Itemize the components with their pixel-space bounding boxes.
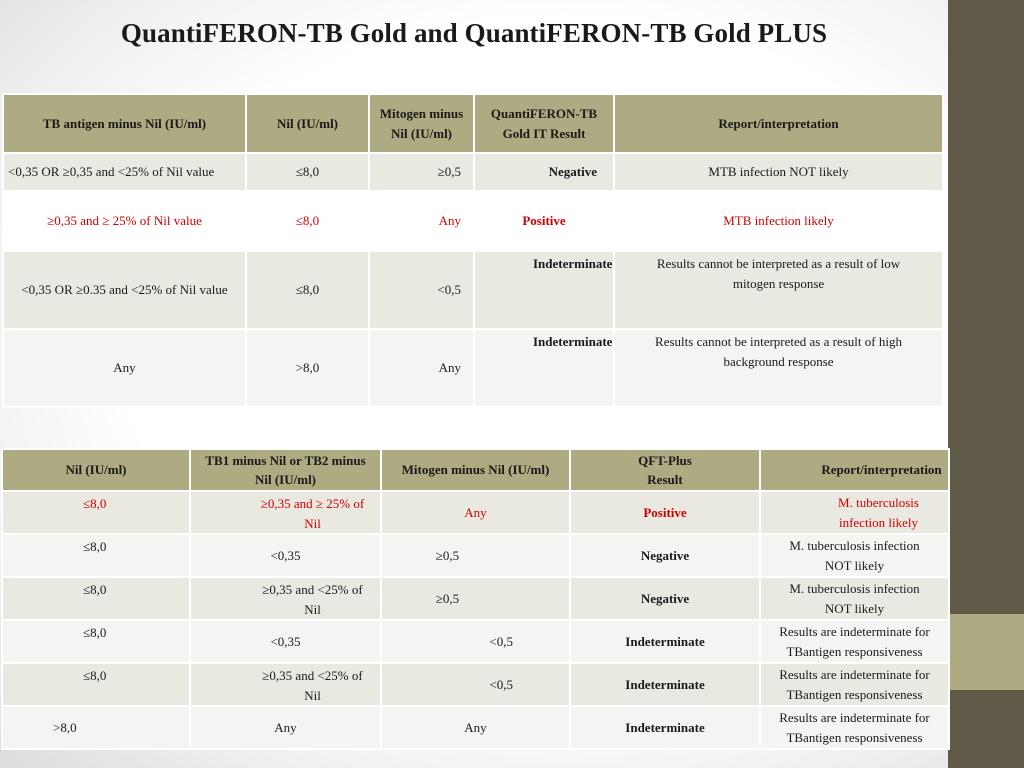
table-row	[2, 663, 949, 706]
table-cell: M. tuberculosis infection NOT likely	[760, 577, 949, 620]
column-header: Nil (IU/ml)	[246, 94, 369, 153]
table-cell: ≤8,0	[246, 251, 369, 329]
table-cell: <0,35	[190, 620, 381, 663]
table-cell: Negative	[570, 577, 760, 620]
table-cell: Any	[381, 491, 570, 534]
table-cell: Results are indeterminate for TBantigen responsiveness	[760, 663, 949, 706]
table-row	[2, 534, 949, 577]
table-cell: Negative	[570, 534, 760, 577]
table-cell: Indeterminate	[474, 329, 614, 407]
table-cell: MTB infection likely	[614, 191, 943, 251]
table-cell: ≥0,35 and ≥ 25% of Nil value	[3, 191, 246, 251]
slide-title: QuantiFERON-TB Gold and QuantiFERON-TB Gold PLUS	[120, 18, 828, 48]
table-cell: <0,35	[190, 534, 381, 577]
table-cell: Any	[381, 706, 570, 749]
table-cell: ≤8,0	[2, 534, 190, 577]
table-row	[2, 620, 949, 663]
table-row	[2, 577, 949, 620]
table-row	[2, 491, 949, 534]
table-cell: Any	[369, 329, 474, 407]
table-row	[3, 191, 943, 251]
column-header: TB1 minus Nil or TB2 minus Nil (IU/ml)	[190, 449, 381, 491]
table-cell: Results cannot be interpreted as a result of high background response	[614, 329, 943, 407]
column-header: Nil (IU/ml)	[2, 449, 190, 491]
table-cell: ≤8,0	[2, 620, 190, 663]
table-cell: Results are indeterminate for TBantigen responsiveness	[760, 620, 949, 663]
table-cell: <0,5	[381, 663, 570, 706]
column-header: TB antigen minus Nil (IU/ml)	[3, 94, 246, 153]
qft-plus-table	[1, 448, 950, 750]
table-cell: Indeterminate	[570, 706, 760, 749]
table-cell: >8,0	[246, 329, 369, 407]
table-cell: Results cannot be interpreted as a result of low mitogen response	[614, 251, 943, 329]
table-cell: <0,5	[369, 251, 474, 329]
table-cell: MTB infection NOT likely	[614, 153, 943, 191]
table-cell: ≥0,35 and ≥ 25% of Nil	[190, 491, 381, 534]
column-header: Report/interpretation	[760, 449, 949, 491]
table-cell: <0,35 OR ≥0.35 and <25% of Nil value	[3, 251, 246, 329]
table-cell: >8,0	[2, 706, 190, 749]
table-cell: ≥0,5	[369, 153, 474, 191]
table-cell: Negative	[474, 153, 614, 191]
table-row	[3, 251, 943, 329]
table-cell: Indeterminate	[570, 620, 760, 663]
table-cell: <0,35 OR ≥0,35 and <25% of Nil value	[3, 153, 246, 191]
table-cell: Results are indeterminate for TBantigen responsiveness	[760, 706, 949, 749]
column-header: Mitogen minus Nil (IU/ml)	[381, 449, 570, 491]
side-accent-block	[948, 614, 1024, 690]
table-cell: M. tuberculosis infection NOT likely	[760, 534, 949, 577]
table-cell: ≤8,0	[246, 191, 369, 251]
table-row	[2, 706, 949, 749]
column-header: QFT-Plus Result	[570, 449, 760, 491]
table-cell: ≥0,5	[381, 534, 570, 577]
table-cell: M. tuberculosis infection likely	[760, 491, 949, 534]
column-header: Mitogen minus Nil (IU/ml)	[369, 94, 474, 153]
column-header: QuantiFERON-TB Gold IT Result	[474, 94, 614, 153]
table-cell: ≥0,35 and <25% of Nil	[190, 577, 381, 620]
table-cell: ≥0,35 and <25% of Nil	[190, 663, 381, 706]
table-cell: ≤8,0	[2, 663, 190, 706]
table-header-row	[2, 449, 949, 491]
table-cell: ≤8,0	[2, 491, 190, 534]
table-cell: Indeterminate	[474, 251, 614, 329]
table-cell: ≥0,5	[381, 577, 570, 620]
qft-gold-table	[2, 93, 944, 408]
table-cell: ≤8,0	[2, 577, 190, 620]
table-row	[3, 153, 943, 191]
table-cell: Any	[3, 329, 246, 407]
table-cell: Positive	[570, 491, 760, 534]
table-cell: Any	[369, 191, 474, 251]
table-cell: ≤8,0	[246, 153, 369, 191]
table-header-row	[3, 94, 943, 153]
table-cell: Indeterminate	[570, 663, 760, 706]
table-cell: <0,5	[381, 620, 570, 663]
column-header: Report/interpretation	[614, 94, 943, 153]
table-cell: Any	[190, 706, 381, 749]
table-cell: Positive	[474, 191, 614, 251]
table-row	[3, 329, 943, 407]
